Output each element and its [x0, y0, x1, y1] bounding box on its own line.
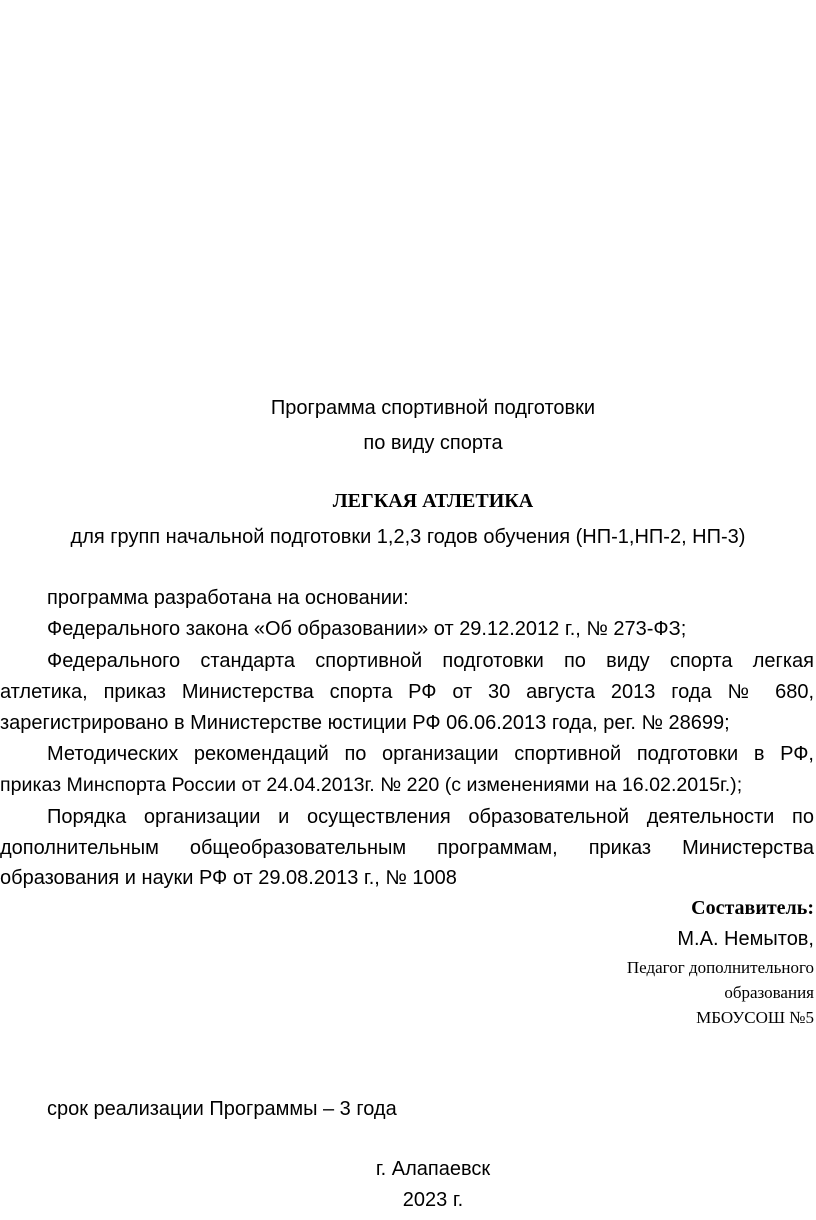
sport-title: ЛЕГКАЯ АТЛЕТИКА — [332, 490, 534, 512]
program-term: срок реализации Программы – 3 года — [47, 1098, 397, 1120]
footer-year: 2023 г. — [402, 1189, 464, 1211]
basis-item-1: Федерального закона «Об образовании» от 29.12.2012 г., № 273-ФЗ; — [47, 618, 687, 640]
basis-item-4-line-1: Порядка организации и осуществления образовательной деятельности по — [47, 806, 814, 828]
author-position-line-1: Педагог дополнительного — [626, 958, 814, 977]
basis-item-3-line-1: Методических рекомендаций по организации спортивной подготовки в РФ, — [47, 743, 814, 765]
groups-line: для групп начальной подготовки 1,2,3 годов обучения (НП-1,НП-2, НП-3) — [70, 526, 746, 548]
footer-city: г. Алапаевск — [375, 1158, 491, 1180]
title-line-2: по виду спорта — [363, 432, 503, 454]
author-name: М.А. Немытов, — [677, 928, 814, 950]
basis-item-4-line-3: образования и науки РФ от 29.08.2013 г., № 1008 — [0, 867, 457, 889]
basis-item-4-line-2: дополнительным общеобразовательным программам, приказ Министерства — [0, 837, 814, 859]
basis-item-2-line-3: зарегистрировано в Министерстве юстиции РФ 06.06.2013 года, рег. № 28699; — [0, 712, 730, 734]
basis-item-3-line-2: приказ Минспорта России от 24.04.2013г. № 220 (с изменениями на 16.02.2015г.); — [0, 774, 743, 796]
author-position-line-2: образования — [724, 983, 814, 1002]
author-label: Составитель: — [691, 897, 814, 919]
basis-item-2-line-1: Федерального стандарта спортивной подготовки по виду спорта легкая — [47, 650, 814, 672]
title-line-1: Программа спортивной подготовки — [270, 397, 596, 419]
basis-intro: программа разработана на основании: — [47, 587, 409, 609]
author-school: МБОУСОШ №5 — [696, 1008, 814, 1027]
basis-item-2-line-2: атлетика, приказ Министерства спорта РФ от 30 августа 2013 года № 680, — [0, 681, 814, 703]
